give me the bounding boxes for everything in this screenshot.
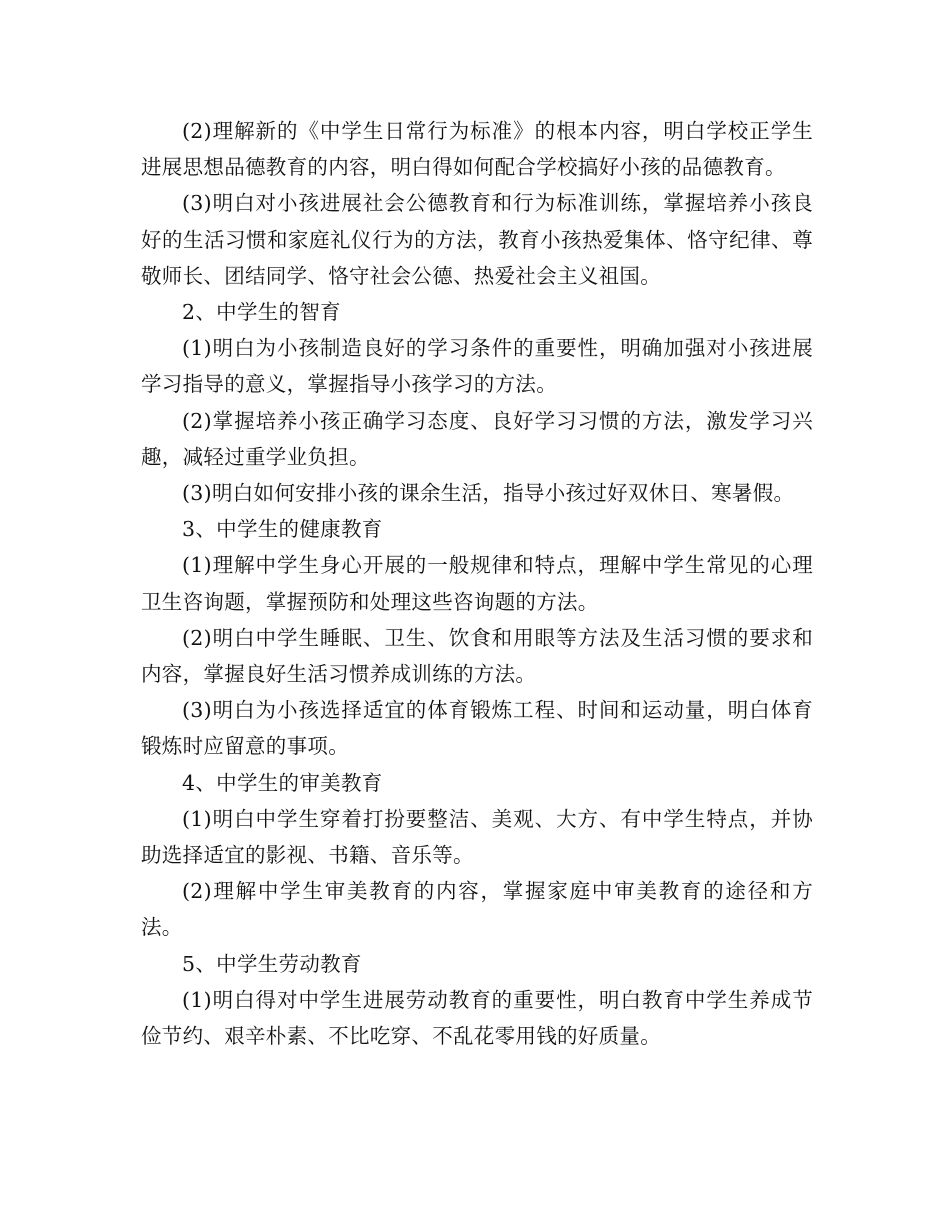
section-heading-intellectual: 2、中学生的智育: [182, 300, 341, 325]
paragraph-aesthetic-1: (1)明白中学生穿着打扮要整洁、美观、大方、有中学生特点，并协助选择适宜的影视、书籍、音乐等。: [141, 806, 813, 868]
paragraph-health-3: (3)明白为小孩选择适宜的体育锻炼工程、时间和运动量，明白体育锻炼时应留意的事项。: [141, 698, 813, 759]
paragraph-moral-2: (2)理解新的《中学生日常行为标准》的根本内容，明白学校正学生进展思想品德教育的内容，明白得如何配合学校搞好小孩的品德教育。: [141, 119, 813, 180]
section-heading-labor: 5、中学生劳动教育: [182, 951, 362, 976]
document-body: [141, 113, 813, 1054]
paragraph-intellectual-3: (3)明白如何安排小孩的课余生活，指导小孩过好双休日、寒暑假。: [182, 481, 795, 506]
paragraph-health-1: (1)理解中学生身心开展的一般规律和特点，理解中学生常见的心理卫生咨询题，掌握预防和处理这些咨询题的方法。: [141, 553, 813, 614]
section-heading-health: 3、中学生的健康教育: [182, 517, 383, 542]
paragraph-health-2: (2)明白中学生睡眠、卫生、饮食和用眼等方法及生活习惯的要求和内容，掌握良好生活习惯养成训练的方法。: [141, 625, 813, 687]
paragraph-aesthetic-2: (2)理解中学生审美教育的内容，掌握家庭中审美教育的途径和方法。: [141, 879, 813, 940]
paragraph-intellectual-2: (2)掌握培养小孩正确学习态度、良好学习习惯的方法，激发学习兴趣，减轻过重学业负担。: [141, 408, 813, 469]
paragraph-intellectual-1: (1)明白为小孩制造良好的学习条件的重要性，明确加强对小孩进展学习指导的意义，掌握指导小孩学习的方法。: [141, 336, 813, 397]
section-heading-aesthetic: 4、中学生的审美教育: [182, 770, 383, 795]
paragraph-labor-1: (1)明白得对中学生进展劳动教育的重要性，明白教育中学生养成节俭节约、艰辛朴素、不比吃穿、不乱花零用钱的好质量。: [141, 987, 813, 1049]
paragraph-moral-3: (3)明白对小孩进展社会公德教育和行为标准训练，掌握培养小孩良好的生活习惯和家庭礼仪行为的方法，教育小孩热爱集体、恪守纪律、尊敬师长、团结同学、恪守社会公德、热爱社会主义祖国。: [141, 191, 813, 288]
